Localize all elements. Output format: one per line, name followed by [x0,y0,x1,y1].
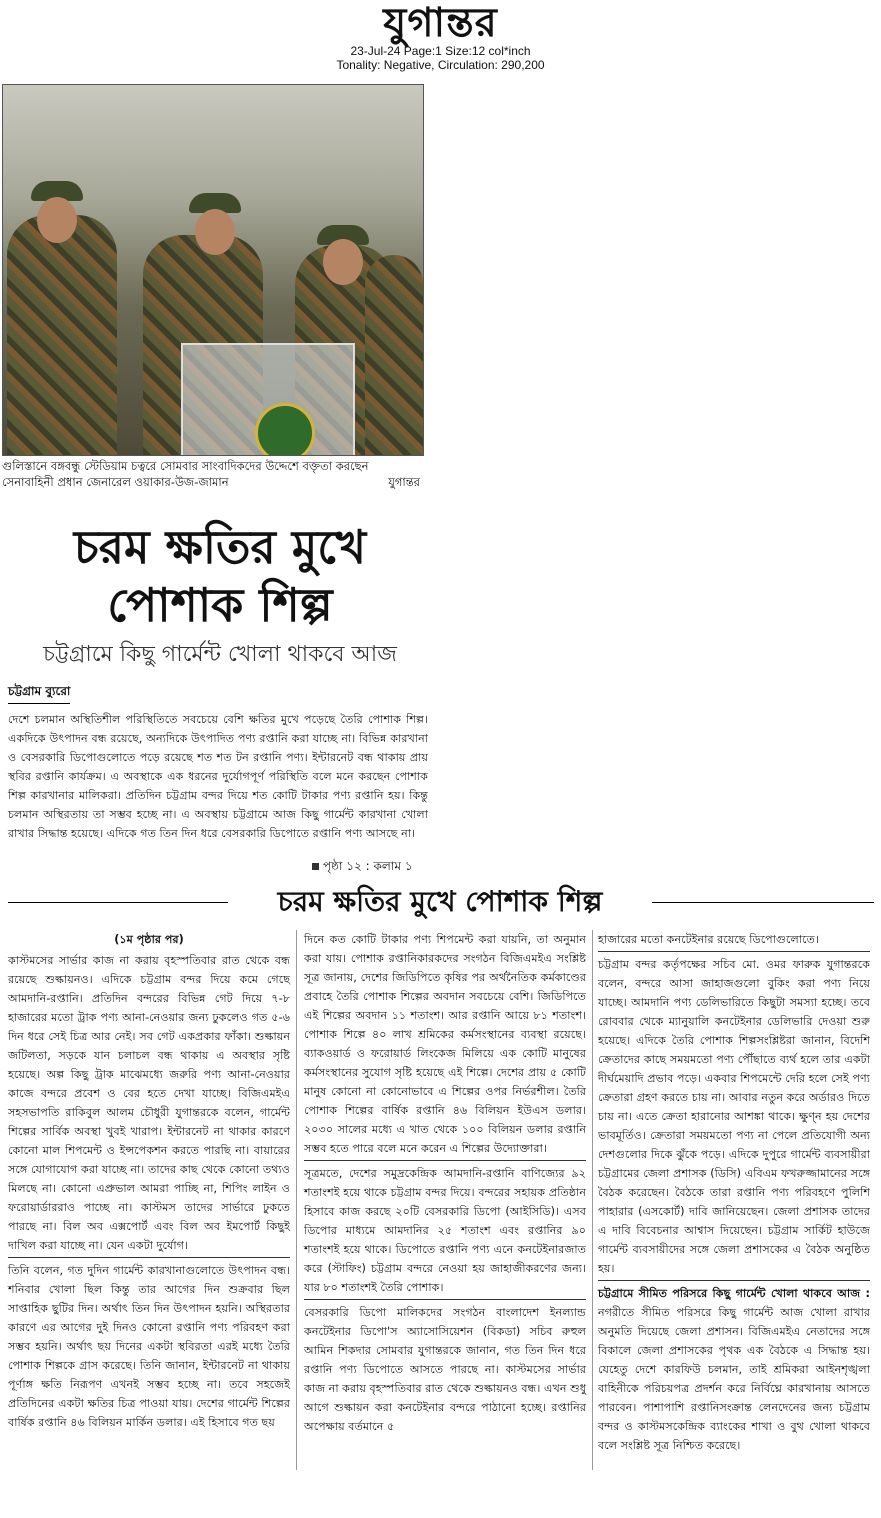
col3-paragraph: চট্টগ্রাম বন্দর কর্তৃপক্ষের সচিব মো. ওমর ফারুক যুগান্তরকে বলেন, বন্দরে আসা জাহাজগুলো বুকিং করা পণ্য নিয়ে যাচ্ছে। আমদানি পণ্য ডেলিভারিতে কিছুটা সমস্যা হচ্ছে। তবে রোববার থেকে ম্যানুয়ালি কনটেইনার ডেলিভারি দেওয়া শুরু হয়েছে। এদিকে তৈরি পোশাক শিল্পসংশ্লিষ্টরা জানান, বিদেশি ক্রেতাদের কাছে সময়মতো পণ্য পৌঁছাতে ব্যর্থ হলে তার একটা দীর্ঘমেয়াদি প্রভাব পড়ে। একবার শিপমেন্টে দেরি হলে সেই পণ্য ক্রেতারা গ্রহণ করতে চায় না। আবার নতুন করে অর্ডারও দিতে চায় না। এতে ক্রেতা হারানোর আশঙ্কা থাকে। ক্ষুণ্ন হয় দেশের ভাবমূর্তিও। ক্রেতারা সময়মতো পণ্য না পেলে প্রতিযোগী অন্য দেশগুলোর দিকে ঝুঁকে পড়ে। এদিকে দুপুরে গার্মেন্ট ব্যবসায়ীরা চট্টগ্রামের জেলা প্রশাসক (ডিসি) এবিএম ফখরুজ্জামানের সঙ্গে বৈঠক করেছেন। বৈঠকে তারা রপ্তানি পণ্য পরিবহণে পুলিশি পাহারার (এসকোর্ট) দাবি জানিয়েছেন। জেলা প্রশাসক তাদের এ দাবি বিবেচনার আশ্বাস দিয়েছেন। চট্টগ্রাম সার্কিট হাউজে গার্মেন্ট ব্যবসায়ীদের সঙ্গে জেলা প্রশাসকের এ বৈঠক অনুষ্ঠিত হয়। [598,958,870,1275]
headline-line-2: পোশাক শিল্প [107,578,333,632]
col2-paragraph: বেসরকারি ডিপো মালিকদের সংগঠন বাংলাদেশ ইনল্যান্ড কনটেইনার ডিপো'স অ্যাসোসিয়েশন (বিকডা) সচিব রুহুল আমিন শিকদার সোমবার যুগান্তরকে জানান, গত তিন দিন ধরে রপ্তানি পণ্য ডিপোতে আসতে পারছে না। কাস্টমসের সার্ভার কাজ না করায় বৃহস্পতিবার রাত থেকে শুল্কায়নও বন্ধ। এখন শুধু আগে শুল্কায়ন করা কনটেইনার বন্দরে পাঠানো হচ্ছে। রপ্তানির অপেক্ষায় বর্তমানে ৫ [304,1306,586,1433]
masthead [0,0,881,72]
jump-reference [312,858,413,878]
jump-text: পৃষ্ঠা ১২ : কলাম ১ [323,859,413,873]
continued-from-label: (১ম পৃষ্ঠার পর) [114,933,184,946]
headline-line-1: চরম ক্ষতির মুখে [73,520,367,574]
col2-paragraph: দিনে কত কোটি টাকার পণ্য শিপমেন্ট করা যায়নি, তা অনুমান করা যায়। পোশাক রপ্তানিকারকদের সংগঠন বিজিএমইএ সংশ্লিষ্ট সূত্র জানায়, দেশের জিডিপিতে কৃষির পর অর্থনৈতিক কর্মকাণ্ডের প্রবাহে তৈরি পোশাক শিল্পের অবদান সবচেয়ে বেশি। জিডিপিতে এই শিল্পের অবদান ১১ শতাংশ। আর রপ্তানি আয়ে ৮১ শতাংশ। পোশাক শিল্পে ৪০ লাখ শ্রমিকের কর্মসংস্থানের ব্যবস্থা রয়েছে। ব্যাকওয়ার্ড ও ফরোয়ার্ড লিংকেজ মিলিয়ে এক কোটি মানুষের কর্মসংস্থানের সুযোগ সৃষ্টি হয়েছে এই শিল্পে। দেশের প্রায় ৫ কোটি মানুষ কোনো না কোনোভাবে এ শিল্পের ওপর নির্ভরশীল। তৈরি পোশাক শিল্পের বার্ষিক রপ্তানি ৪৬ বিলিয়ন ইউএস ডলার। ২০৩০ সালের মধ্যে এ খাত থেকে ১০০ বিলিয়ন ডলার রপ্তানি সম্ভব হতে পারে বলে মনে করেন এ শিল্পের উদ্যোক্তারা। [304,933,586,1155]
army-emblem-icon [255,403,315,456]
column-1 [8,930,290,1434]
photo-credit: যুগান্তর [388,475,420,489]
column-divider [296,930,297,1470]
army-chief-head [195,209,235,255]
newspaper-logo: যুগান্তর [383,0,498,46]
col1-paragraph: কাস্টমসের সার্ভার কাজ না করায় বৃহস্পতিবার রাত থেকে বন্ধ রয়েছে শুল্কায়নও। এদিকে চট্টগ্রাম বন্দর দিয়ে কমে গেছে আমদানি-রপ্তানি। প্রতিদিন বন্দরের বিভিন্ন গেট দিয়ে ৭-৮ হাজারের মতো ট্রাক পণ্য আনা-নেওয়ার জন্য ঢুকলেও গত ৫-৬ দিন ধরে সেই চিত্র আর নেই। সব গেট একপ্রকার ফাঁকা। শুল্কায়ন জটিলতা, সড়কে যান চলাচল বন্ধ থাকায় এ অবস্থার সৃষ্টি হয়েছে। অল্প কিছু ট্রাক মাঝেমধ্যে জরুরি পণ্য আনা-নেওয়ার কাজে বন্দরে প্রবেশ ও বের হতে দেখা যাচ্ছে। বিজিএমইএ সহসভাপতি রাকিবুল আলম চৌধুরী যুগান্তরকে বলেন, গার্মেন্ট শিল্পের সার্বিক অবস্থা খুবই খারাপ। ইন্টারনেট না থাকার কারণে কোনো মাল শিপমেন্ট ও ইন্সপেকশন করতে পারছি না। বায়ারের সঙ্গে যোগাযোগ করা যাচ্ছে না। তাদের কাছ থেকে কোনো তথ্যও মিলছে না। কোনো এপ্রুভাল আমরা পাচ্ছি না, শিপিং লাইন ও ফরোয়ার্ডাররাও পাচ্ছে না। কাস্টমস তাদের সার্ভারে ঢুকতে পারছে না। বিল অব এক্সপোর্ট এবং বিল অব ইমপোর্ট কিছুই দাখিল করা যাচ্ছে না। যেন একটা দুর্যোগ। [8,954,290,1252]
divider-right [652,902,874,903]
paragraph-divider [8,1257,290,1258]
soldier-figure-right [365,255,423,456]
clipping-meta-line2: Tonality: Negative, Circulation: 290,200 [336,58,545,72]
soldier-head [37,197,77,243]
officer-head [323,239,363,285]
column-2 [304,930,586,1438]
news-photo [2,84,424,456]
headline [0,518,440,634]
photo-caption [2,458,420,490]
soldier-figure-left [7,215,117,456]
paragraph-divider [304,1299,586,1300]
divider-left [8,902,228,903]
paragraph-divider [304,1160,586,1161]
square-bullet-icon [312,863,319,870]
column-divider [592,930,593,1470]
lead-paragraph: দেশে চলমান অস্থিতিশীল পরিস্থিতিতে সবচেয়ে বেশি ক্ষতির মুখে পড়েছে তৈরি পোশাক শিল্প। একদিকে উৎপাদন বন্ধ রয়েছে, অন্যদিকে উৎপাদিত পণ্য রপ্তানি করা যাচ্ছে না। বিভিন্ন কারখানা ও বেসরকারি ডিপোগুলোতে পড়ে রয়েছে শত শত টন রপ্তানি পণ্য। ইন্টারনেট বন্ধ থাকায় প্রায় স্থবির রপ্তানি কার্যক্রম। এ অবস্থাকে এক ধরনের দুর্যোগপূর্ণ পরিস্থিতি বলে মনে করছেন পোশাক শিল্প কারখানার মালিকরা। প্রতিদিন চট্টগ্রাম বন্দর দিয়ে শত কোটি টাকার পণ্য রপ্তানি হয়। কিন্তু চলমান অস্থিরতায় তা সম্ভব হচ্ছে না। এ অবস্থায় চট্টগ্রামে আজ কিছু গার্মেন্ট কারখানা খোলা রাখার সিদ্ধান্ত হয়েছে। এদিকে গত তিন দিন ধরে বেসরকারি ডিপোতে রপ্তানি পণ্য আসছে না। [8,713,428,840]
col3-paragraph-with-heading [598,1284,870,1455]
col1-paragraph: তিনি বলেন, গত দুদিন গার্মেন্ট কারখানাগুলোতে উৎপাদন বন্ধ। শনিবার খোলা ছিল কিন্তু তার আগের দিন শুক্রবার ছিল সাপ্তাহিক ছুটির দিন। অর্থাৎ তিন দিন উৎপাদন হয়নি। অস্থিরতার কারণে এর আগের দুই দিনও কোনো রপ্তানি পণ্য পরিবহণ করা সম্ভব হয়নি। অর্থাৎ ছয় দিনের একটা স্থবিরতা এরই মধ্যে তৈরি পোশাক শিল্পকে গ্রাস করেছে। তিনি জানান, ইন্টারনেট না থাকায় পূর্ণাঙ্গ ক্ষতি নিরূপণ এখনই সম্ভব হচ্ছে না। তবে সহজেই প্রতিদিনের একটা ক্ষতির চিত্র পাওয়া যায়। দেশের গার্মেন্ট শিল্পের বার্ষিক রপ্তানি ৪৬ বিলিয়ন মার্কিন ডলার। এই হিসাবে গত ছয় [8,1264,290,1429]
continued-headline: চরম ক্ষতির মুখে পোশাক শিল্প [230,884,650,920]
col3-inline-heading: চট্টগ্রামে সীমিত পরিসরে কিছু গার্মেন্ট খোলা থাকবে আজ : [598,1287,870,1300]
clipping-meta-line1: 23-Jul-24 Page:1 Size:12 col*inch [350,44,531,58]
col3-paragraph-text: নগরীতে সীমিত পরিসরে কিছু গার্মেন্ট আজ খোলা রাখার অনুমতি দিয়েছে জেলা প্রশাসন। বিজিএমইএ নেতাদের সঙ্গে বিকালে জেলা প্রশাসকের পৃথক এক বৈঠকে এ সিদ্ধান্ত হয়। যেহেতু দেশে কারফিউ চলমান, তাই শ্রমিকরা আইনশৃঙ্খলা বাহিনীকে পরিচয়পত্র প্রদর্শন করে নির্বিঘ্নে কারখানায় আসতে পারবেন। পাশাপাশি রপ্তানিসংক্রান্ত লেনদেনের জন্য চট্টগ্রাম বন্দর ও কাস্টমসকেন্দ্রিক ব্যাংকের শাখা ও বুথ খোলা থাকবে বলে সংশ্লিষ্ট সূত্র নিশ্চিত করেছে। [598,1306,870,1452]
bureau-byline: চট্টগ্রাম ব্যুরো [8,683,70,704]
col2-paragraph: সূত্রমতে, দেশের সমুদ্রকেন্দ্রিক আমদানি-রপ্তানি বাণিজ্যের ৯২ শতাংশই হয়ে থাকে চট্টগ্রাম বন্দর দিয়ে। বন্দরের সহায়ক প্রতিষ্ঠান হিসাবে কাজ করছে ২০টি বেসরকারি ডিপো (আইসিডি)। এসব ডিপোর মাধ্যমে আমদানির ২৫ শতাংশ এবং রপ্তানির ৯০ শতাংশই হয়ে থাকে। ডিপোতে রপ্তানি পণ্য এনে কনটেইনারজাত করে (স্টাফিং) চট্টগ্রাম বন্দরে নেওয়া হয় জাহাজীকরণের জন্য। যার ৮০ শতাংশই তৈরি পোশাক। [304,1167,586,1294]
paragraph-divider [598,951,870,952]
col3-paragraph: হাজারের মতো কনটেইনার রয়েছে ডিপোগুলোতে। [598,933,819,946]
caption-text: গুলিস্তানে বঙ্গবন্ধু স্টেডিয়াম চত্বরে সোমবার সাংবাদিকদের উদ্দেশে বক্তৃতা করছেন সেনাবাহিনী প্রধান জেনারেল ওয়াকার-উজ-জামান [2,459,369,489]
paragraph-divider [598,1280,870,1281]
column-3 [598,930,870,1457]
subheadline: চট্টগ্রামে কিছু গার্মেন্ট খোলা থাকবে আজ [43,642,397,667]
